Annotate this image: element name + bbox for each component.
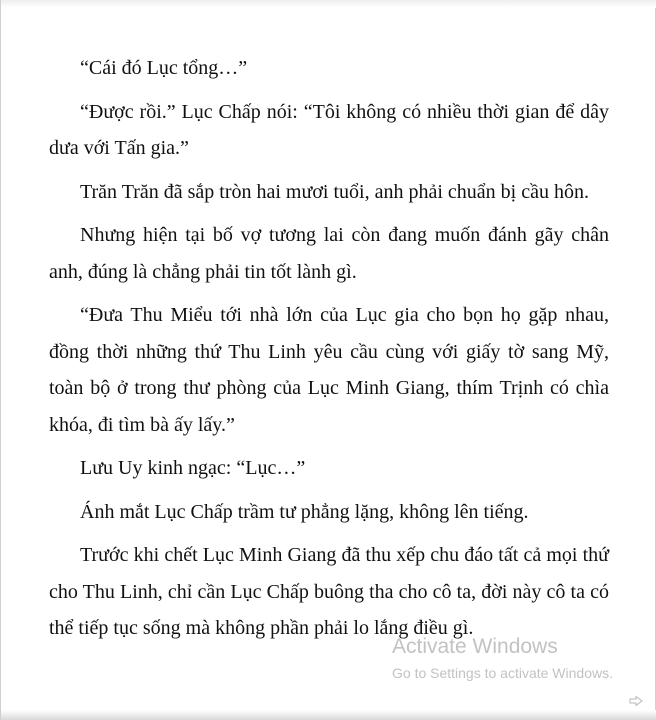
activate-windows-watermark [392,636,613,680]
paragraph-2: “Được rồi.” Lục Chấp nói: “Tôi không có nhiều thời gian để dây dưa với Tấn gia.” [49,100,609,159]
paragraph-1: “Cái đó Lục tổng…” [80,57,248,79]
paragraph-5: “Đưa Thu Miểu tới nhà lớn của Lục gia cho bọn họ gặp nhau, đồng thời những thứ Thu Linh yêu cầu cùng với giấy tờ sang Mỹ, toàn bộ ở trong thư phòng của Lục Minh Giang, thím Trịnh có chìa khóa, đi tìm bà ấy lấy.” [49,304,609,436]
arrow-right-icon[interactable] [629,696,643,706]
arrow-right-icon-graphic [629,696,643,706]
paragraph-7: Ánh mắt Lục Chấp trầm tư phẳng lặng, không lên tiếng. [80,500,529,523]
document-body [49,50,609,654]
document-page [1,0,656,720]
paragraph-3: Trăn Trăn đã sắp tròn hai mươi tuổi, anh phải chuẩn bị cầu hôn. [80,180,589,203]
watermark-title: Activate Windows [392,635,558,658]
paragraph-4: Nhưng hiện tại bố vợ tương lai còn đang muốn đánh gãy chân anh, đúng là chẳng phải tin tốt lành gì. [49,224,609,283]
watermark-subtitle: Go to Settings to activate Windows. [392,665,613,681]
paragraph-8: Trước khi chết Lục Minh Giang đã thu xếp chu đáo tất cả mọi thứ cho Thu Linh, chỉ cần Lục Chấp buông tha cho cô ta, đời này cô ta có thể tiếp tục sống mà không phần phải lo lắng điều gì. [49,544,609,639]
paragraph-6: Lưu Uy kinh ngạc: “Lục…” [80,457,306,479]
page-bottom-edge [1,710,656,720]
